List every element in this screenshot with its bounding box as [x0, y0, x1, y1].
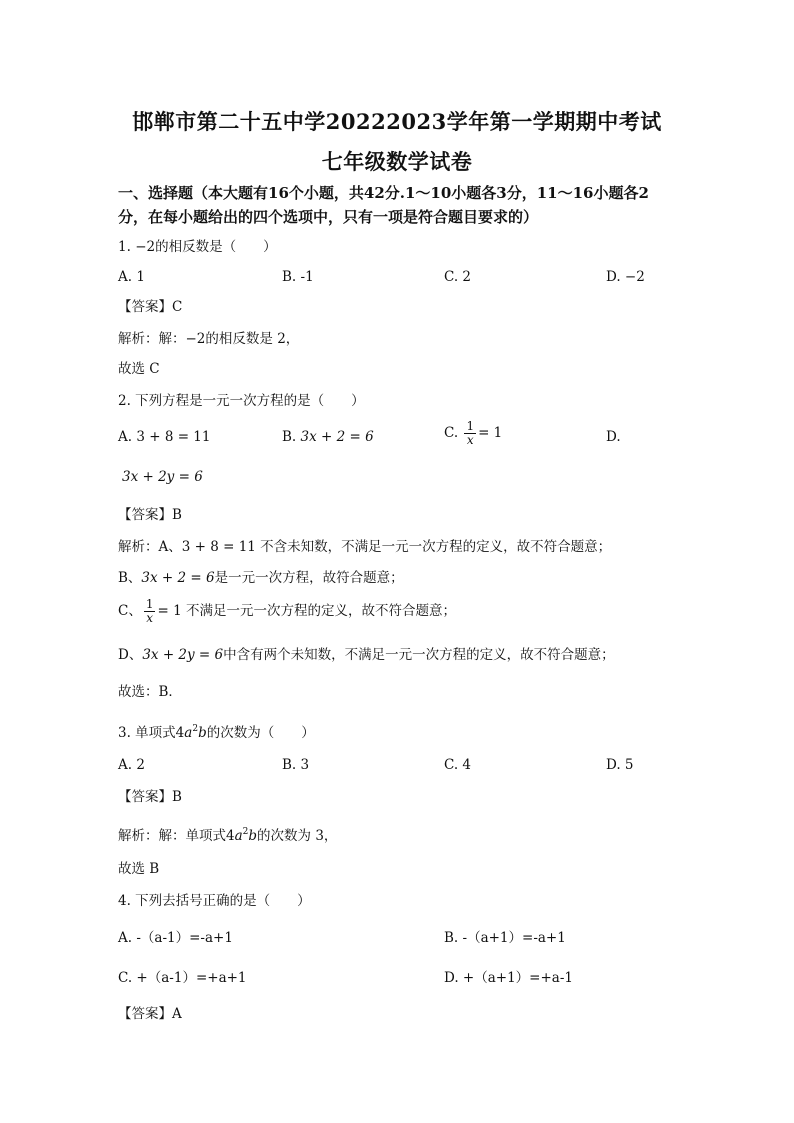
variable-b: b: [198, 725, 207, 741]
q3-conclusion: 故选 B: [118, 861, 160, 877]
coefficient: 4: [226, 828, 235, 844]
q1-option-a: A. 1: [118, 269, 145, 285]
question-text: 的相反数是（ ）: [155, 239, 277, 255]
q2-option-c: [444, 420, 502, 447]
q2-analysis-d: [118, 646, 615, 664]
question-text: 的次数为（ ）: [206, 725, 315, 741]
q2-answer: 【答案】B: [118, 507, 182, 523]
option-label: C.: [444, 425, 459, 441]
q1-option-c: C. 2: [444, 269, 472, 285]
equation: 3x + 2 = 6: [300, 429, 374, 445]
q3-option-d: D. 5: [606, 757, 634, 773]
q2-option-b: [282, 428, 374, 446]
question-text: 3. 单项式: [118, 725, 176, 741]
fraction: [144, 598, 156, 625]
q2-option-d-label: D.: [606, 429, 621, 445]
inline-math: −2: [135, 239, 156, 255]
q4-option-c: C. +（a-1）=+a+1: [118, 970, 247, 986]
monomial: [176, 725, 207, 741]
coefficient: 4: [175, 725, 185, 741]
question-1-stem: [118, 238, 277, 256]
q2-option-d-equation: 3x + 2y = 6: [122, 469, 203, 485]
monomial: [226, 828, 257, 844]
q1-conclusion: 故选 C: [118, 361, 160, 377]
exponent: 2: [192, 724, 199, 734]
q4-option-d: D. +（a+1）=+a-1: [444, 970, 574, 986]
denominator: x: [466, 433, 474, 447]
q2-analysis-c: [118, 598, 456, 625]
question-4-stem: 4. 下列去括号正确的是（ ）: [118, 893, 311, 909]
analysis-prefix: C、: [118, 603, 142, 619]
analysis-text: 中含有两个未知数，不满足一元一次方程的定义，故不符合题意；: [223, 647, 615, 663]
q3-option-a: A. 2: [118, 757, 145, 773]
fraction: [464, 420, 476, 447]
numerator: 1: [145, 597, 154, 611]
question-2-stem: 2. 下列方程是一元一次方程的是（ ）: [118, 393, 365, 409]
q1-answer: 【答案】C: [118, 299, 183, 315]
q3-option-c: C. 4: [444, 757, 472, 773]
q4-option-a: A. -（a-1）=-a+1: [118, 930, 233, 946]
exam-title: 邯郸市第二十五中学20222023学年第一学期期中考试: [132, 109, 662, 134]
analysis-text: 解析：解：单项式: [118, 828, 226, 844]
section-header-line2: 分，在每小题给出的四个选项中，只有一项是符合题目要求的）: [118, 208, 539, 226]
q3-answer: 【答案】B: [118, 789, 182, 805]
q1-option-b: B. -1: [282, 269, 314, 285]
exponent: 2: [242, 827, 249, 837]
exam-subtitle: 七年级数学试卷: [321, 149, 473, 174]
equation: 3x + 2y = 6: [142, 647, 224, 663]
q4-answer: 【答案】A: [118, 1006, 182, 1022]
equation-rest: = 1: [478, 425, 503, 441]
variable-a: a: [184, 725, 193, 741]
equation: 3x + 2 = 6: [141, 570, 215, 586]
question-3-stem: [118, 720, 315, 742]
q3-option-b: B. 3: [282, 757, 310, 773]
option-label: B.: [282, 429, 297, 445]
analysis-text: = 1 不满足一元一次方程的定义，故不符合题意；: [157, 603, 456, 619]
analysis-text: 的次数为 3，: [257, 828, 338, 844]
q4-option-b: B. -（a+1）=-a+1: [444, 930, 566, 946]
analysis-text: 是一元一次方程，故符合题意；: [214, 570, 404, 586]
q3-analysis: [118, 823, 337, 845]
analysis-prefix: D、: [118, 647, 143, 663]
section-header-line1: 一、选择题（本大题有16个小题，共42分.1～10小题各3分，11～16小题各2: [118, 184, 649, 202]
question-number: 1.: [118, 239, 131, 255]
variable-b: b: [248, 828, 258, 844]
q2-option-a: A. 3 + 8 = 11: [118, 429, 211, 445]
variable-a: a: [234, 828, 243, 844]
q1-option-d: D. −2: [606, 269, 645, 285]
q1-analysis: 解析：解：−2的相反数是 2，: [118, 331, 300, 347]
analysis-prefix: B、: [118, 570, 142, 586]
q2-analysis-a: 解析：A、3 + 8 = 11 不含未知数，不满足一元一次方程的定义，故不符合题意；: [118, 539, 612, 555]
q2-analysis-b: [118, 569, 404, 587]
numerator: 1: [466, 419, 475, 433]
q2-conclusion: 故选：B．: [118, 684, 182, 700]
denominator: x: [146, 611, 154, 625]
